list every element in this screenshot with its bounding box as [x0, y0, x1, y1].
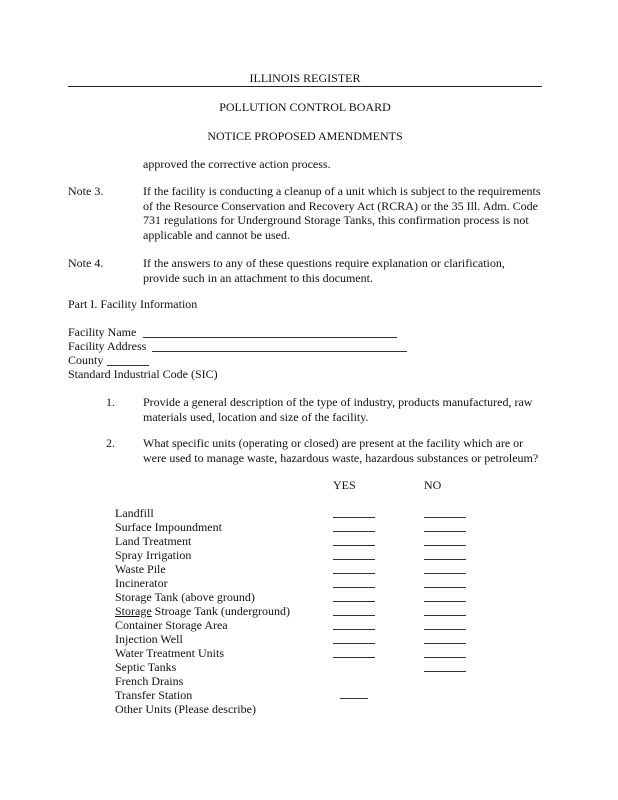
unit-water-treatment: Water Treatment Units: [115, 646, 225, 660]
unit-surface-impoundment: Surface Impoundment: [115, 520, 222, 534]
unit-storage-tank-above: Storage Tank (above ground): [115, 590, 255, 604]
no-column-header: NO: [424, 478, 442, 492]
yes-blank-incinerator[interactable]: [333, 587, 375, 588]
yes-blank-injection-well[interactable]: [333, 643, 375, 644]
facility-name-label: Facility Name: [68, 325, 137, 339]
register-title: ILLINOIS REGISTER: [249, 71, 361, 85]
unit-other: Other Units (Please describe): [115, 702, 256, 716]
no-blank-spray-irrigation[interactable]: [424, 559, 466, 560]
continuation-text: approved the corrective action process.: [143, 157, 331, 171]
no-blank-land-treatment[interactable]: [424, 545, 466, 546]
no-blank-incinerator[interactable]: [424, 587, 466, 588]
question-1-number: 1.: [106, 395, 115, 409]
no-blank-surface-impoundment[interactable]: [424, 531, 466, 532]
no-blank-storage-tank-under[interactable]: [424, 615, 466, 616]
unit-landfill: Landfill: [115, 506, 154, 520]
unit-french-drains: French Drains: [115, 674, 184, 688]
no-blank-waste-pile[interactable]: [424, 573, 466, 574]
no-blank-container-storage[interactable]: [424, 629, 466, 630]
yes-blank-storage-tank-under[interactable]: [333, 615, 375, 616]
unit-container-storage: Container Storage Area: [115, 618, 228, 632]
no-blank-storage-tank-above[interactable]: [424, 601, 466, 602]
yes-blank-water-treatment[interactable]: [333, 657, 375, 658]
yes-blank-transfer-station[interactable]: [340, 698, 368, 699]
yes-blank-landfill[interactable]: [333, 517, 375, 518]
unit-storage-tank-under: [115, 604, 290, 619]
unit-incinerator: Incinerator: [115, 576, 168, 590]
unit-storage-tank-under-label: Stroage Tank (underground): [154, 604, 291, 618]
yes-blank-waste-pile[interactable]: [333, 573, 375, 574]
no-blank-septic-tanks[interactable]: [424, 671, 466, 672]
yes-blank-container-storage[interactable]: [333, 629, 375, 630]
question-2-text: What specific units (operating or closed) are present at the facility which are or were used to manage waste, hazardous waste, hazardous substances or petroleum?: [143, 436, 539, 465]
unit-waste-pile: Waste Pile: [115, 562, 166, 576]
note-4-text: If the answers to any of these questions require explanation or clarification, provide such in an attachment to this document.: [143, 256, 505, 285]
header-rule: [68, 86, 542, 87]
note-3-label: Note 3.: [68, 184, 104, 198]
yes-blank-spray-irrigation[interactable]: [333, 559, 375, 560]
unit-transfer-station: Transfer Station: [115, 688, 193, 702]
no-blank-landfill[interactable]: [424, 517, 466, 518]
question-2-number: 2.: [106, 436, 115, 450]
unit-land-treatment: Land Treatment: [115, 534, 192, 548]
no-blank-injection-well[interactable]: [424, 643, 466, 644]
note-4-label: Note 4.: [68, 256, 104, 270]
county-field[interactable]: [107, 365, 149, 366]
facility-address-field[interactable]: [152, 351, 407, 352]
board-title: POLLUTION CONTROL BOARD: [219, 100, 391, 114]
unit-spray-irrigation: Spray Irrigation: [115, 548, 192, 562]
facility-address-label: Facility Address: [68, 339, 147, 353]
part-heading: Part I. Facility Information: [68, 297, 198, 311]
question-1-text: Provide a general description of the type of industry, products manufactured, raw materials used, location and size of the facility.: [143, 395, 533, 424]
underlined-insertion: Storage: [115, 604, 152, 618]
unit-injection-well: Injection Well: [115, 632, 183, 646]
note-3-text: If the facility is conducting a cleanup of a unit which is subject to the requirements of the Resource Conservation and Recovery Act (RCRA) or the 35 Ill. Adm. Code 731 regulations for Underground Storage Tanks, this confirmation process is not applicable and cannot be used.: [143, 184, 541, 242]
unit-septic-tanks: Septic Tanks: [115, 660, 177, 674]
notice-title: NOTICE PROPOSED AMENDMENTS: [207, 129, 403, 143]
yes-blank-surface-impoundment[interactable]: [333, 531, 375, 532]
no-blank-water-treatment[interactable]: [424, 657, 466, 658]
yes-column-header: YES: [333, 478, 356, 492]
yes-blank-land-treatment[interactable]: [333, 545, 375, 546]
yes-blank-storage-tank-above[interactable]: [333, 601, 375, 602]
county-label: County: [68, 353, 104, 367]
sic-label: Standard Industrial Code (SIC): [68, 367, 218, 381]
facility-name-field[interactable]: [143, 337, 397, 338]
